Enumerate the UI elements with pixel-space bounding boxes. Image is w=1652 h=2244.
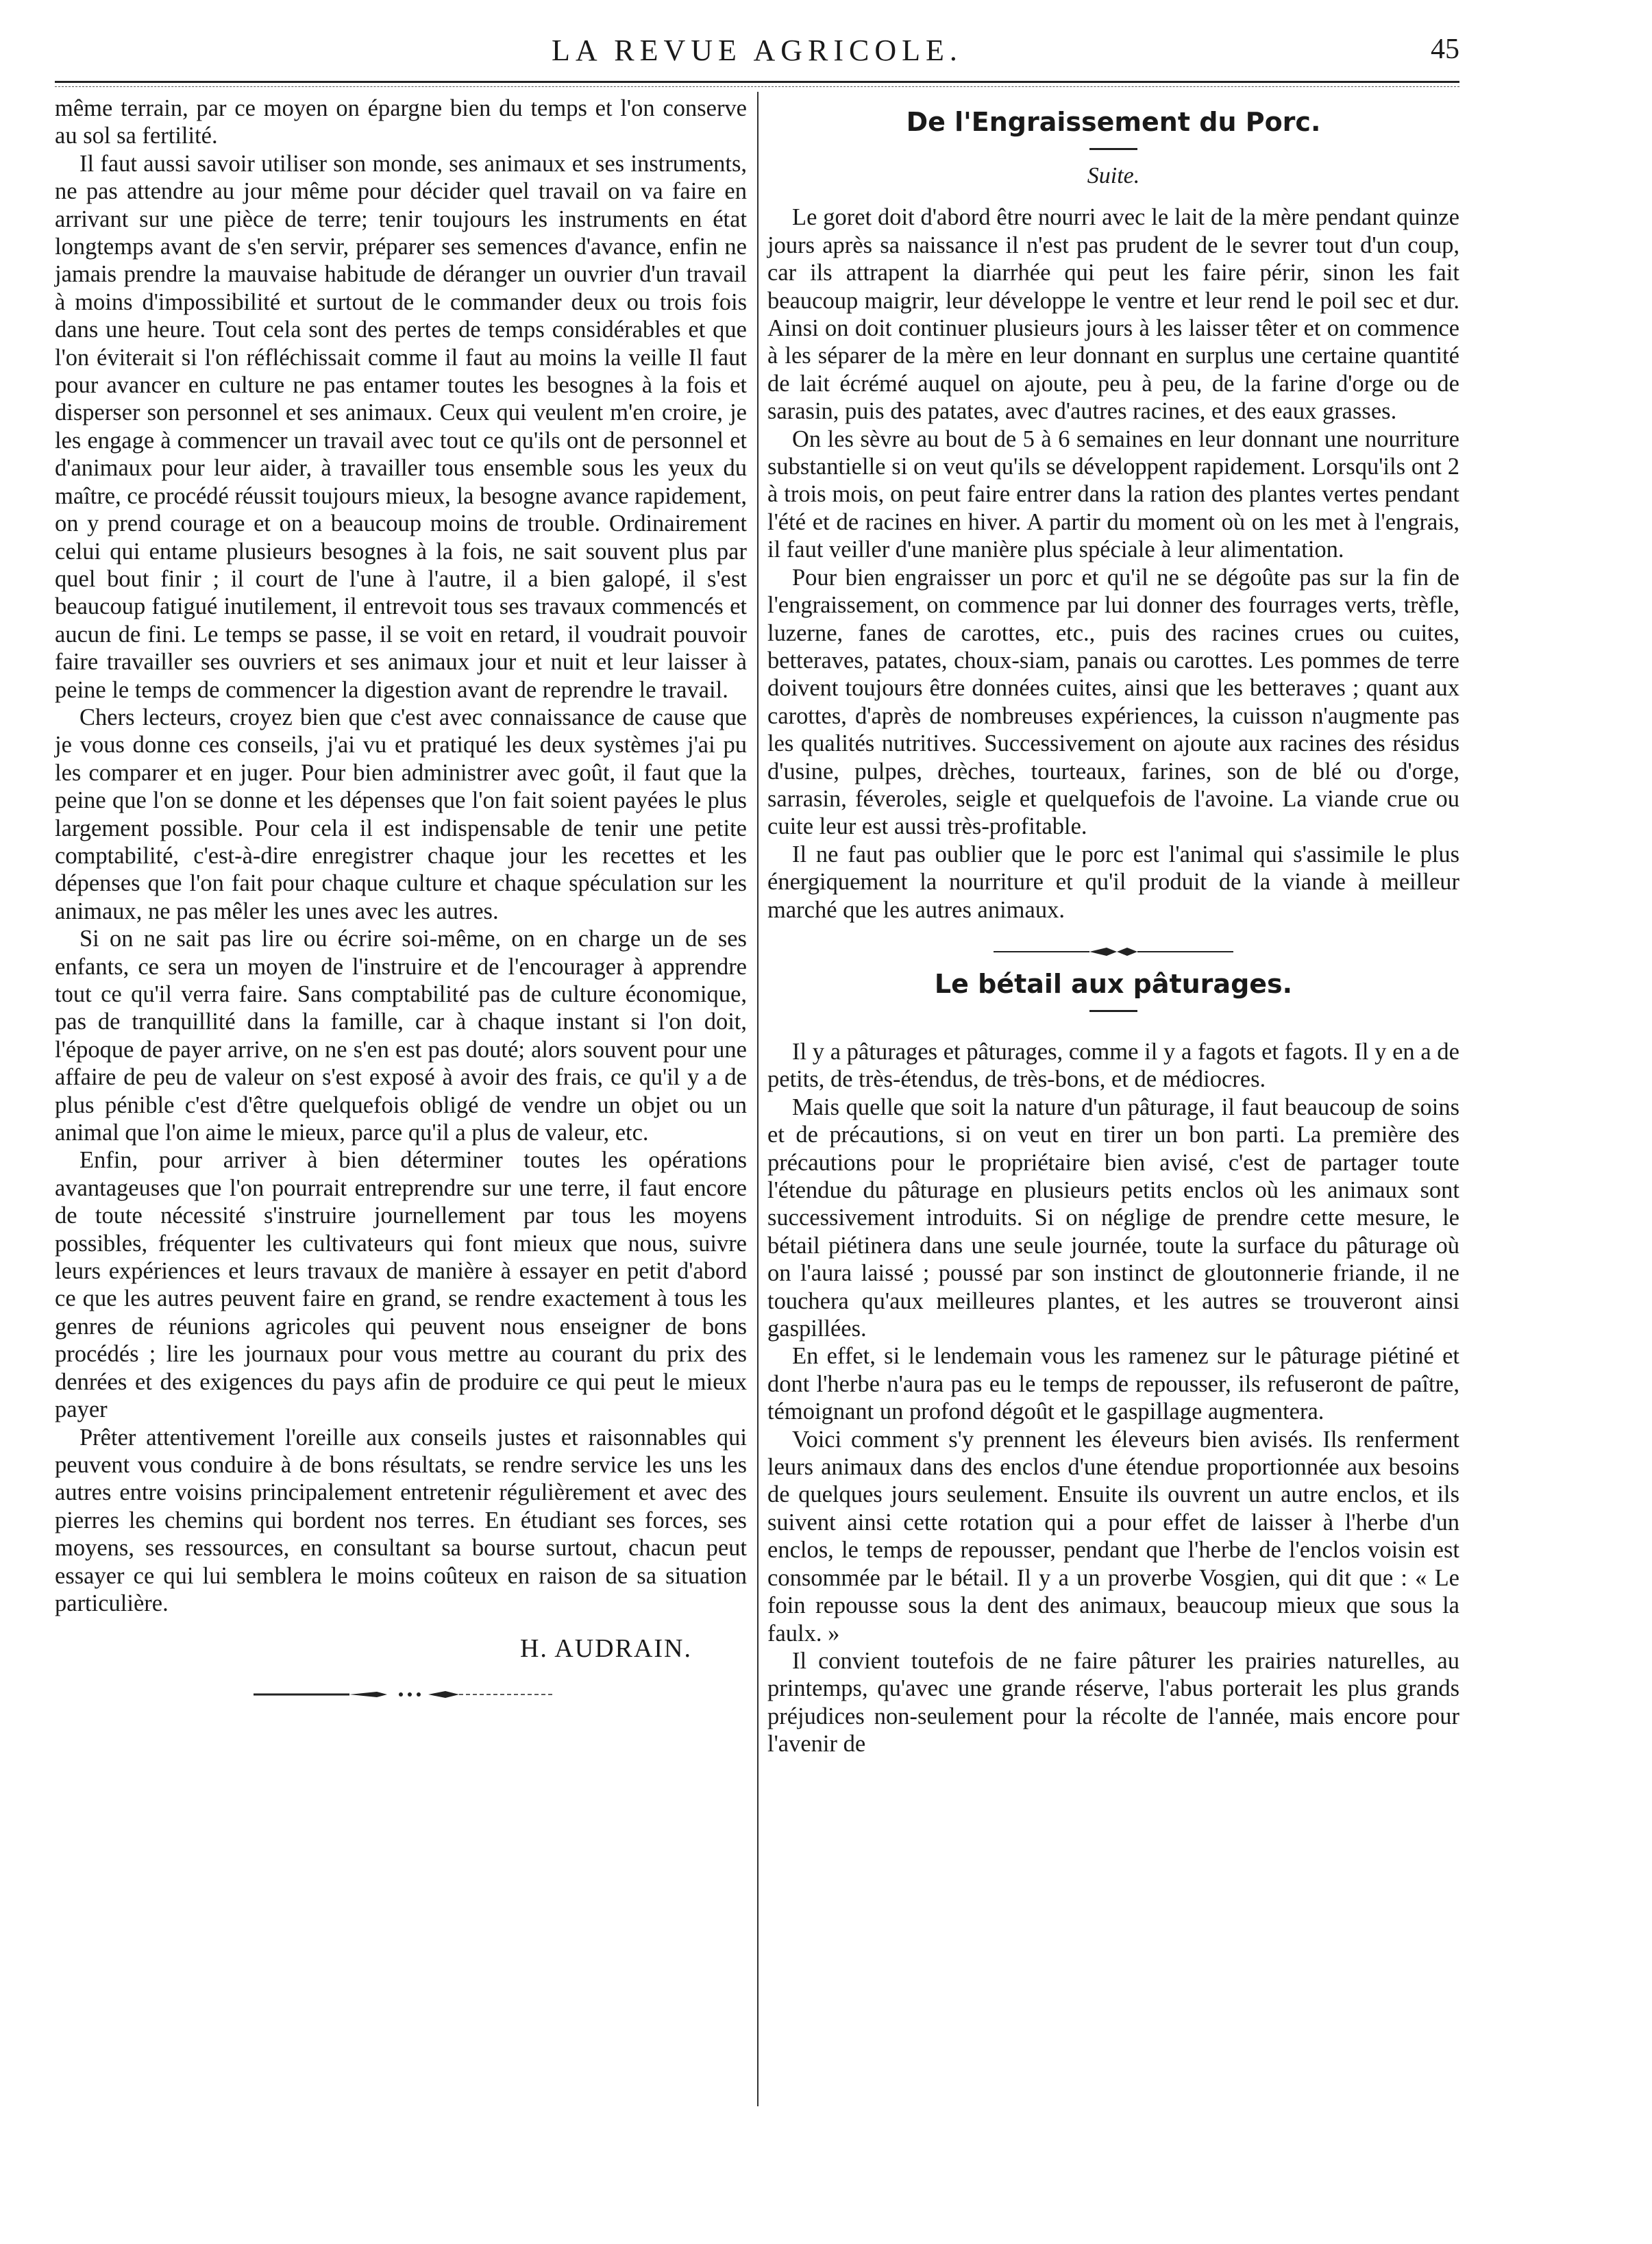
column-divider (757, 92, 759, 2106)
paragraph: En effet, si le lendemain vous les ramenez sur le pâturage piétiné et dont l'herbe n'aura pas eu le temps de repousser, ils refuseront de paître, témoignant un profond dégoût et le gaspillage augmentera. (767, 1343, 1459, 1425)
article-title: Le bétail aux pâturages. (934, 968, 1293, 999)
author-signature: H. AUDRAIN. (519, 1634, 692, 1664)
left-column (55, 95, 747, 1703)
paragraph: Il ne faut pas oublier que le porc est l'animal qui s'assimile le plus énergiquement la nourriture et qu'il produit de la viande à meilleur marché que les autres animaux. (767, 841, 1459, 923)
header-rule-dashed (55, 86, 1459, 87)
right-column (767, 95, 1459, 1758)
spacer (767, 1024, 1459, 1038)
paragraph: Enfin, pour arriver à bien déterminer toutes les opérations avantageuses que l'on pourrait entreprendre sur une terre, il faut encore de toute nécessité s'instruire journellement par tous les moyens possibles, fréquenter les cultivateurs qui font mieux que nous, suivre leurs expériences et leurs travaux de manière à essayer en petit d'abord ce que les autres peuvent faire en grand, se rendre exactement à tous les genres de réunions agricoles qui peuvent nous enseigner de bons procédés ; lire les journaux pour vous mettre au courant du prix des denrées et des exigences du pays afin de produire ce qui peut le mieux payer (55, 1147, 747, 1423)
paragraph: Il convient toutefois de ne faire pâturer les prairies naturelles, au printemps, qu'avec une grande réserve, l'abus porterait les plus grands préjudices non-seulement pour la récolte de l'année, mais encore pour l'avenir de (767, 1647, 1459, 1758)
page-header (55, 33, 1459, 74)
journal-title: LA REVUE AGRICOLE. (552, 34, 963, 67)
paragraph: Voici comment s'y prennent les éleveurs bien avisés. Ils renferment leurs animaux dans des enclos d'une étendue proportionnée aux besoins de quelques jours seulement. Ensuite ils ouvrent un autre enclos, et ils suivent ainsi cette rotation qui a pour effet de laisser à l'herbe d'un enclos, le temps de repousser, pendant que l'herbe de l'enclos voisin est consommée par le bétail. Il y a un proverbe Vosgien, qui dit que : « Le foin repousse sous la dent des animaux, beaucoup mieux que sous la faulx. » (767, 1426, 1459, 1647)
paragraph: même terrain, par ce moyen on épargne bien du temps et l'on conserve au sol sa fertilité. (55, 95, 747, 149)
header-rule (55, 81, 1459, 83)
paragraph: Pour bien engraisser un porc et qu'il ne se dégoûte pas sur la fin de l'engraissement, on commence par lui donner des fourrages verts, trèfle, luzerne, fanes de carottes, etc., puis des racines crues ou cuites, betteraves, patates, choux-siam, panais ou carottes. Les pommes de terre doivent toujours être données cuites, ainsi que les betteraves ; quant aux carottes, d'après de nombreuses expériences, la cuisson n'augmente pas les qualités nutritives. Successivement on ajoute aux racines des résidus d'usine, pulpes, drèches, tourteaux, farines, son de blé ou d'orge, sarrasin, féveroles, seigle et quelquefois de l'avoine. La viande crue ou cuite leur est aussi très-profitable. (767, 564, 1459, 840)
paragraph: Mais quelle que soit la nature d'un pâturage, il faut beaucoup de soins et de précautions, si on veut en tirer un bon parti. La première des précautions pour le propriétaire bien avisé, c'est de partager toute l'étendue du pâturage en plusieurs petits enclos où les animaux sont successivement introduits. Si on néglige de prendre cette mesure, le bétail piétinera dans une seule journée, toute la surface du pâturage où on l'aura laissé ; poussé par son instinct de gloutonnerie friande, il ne touchera qu'aux meilleures plantes, et les autres se trouveront ainsi gaspillées. (767, 1094, 1459, 1342)
ornament-divider (240, 1686, 562, 1703)
ornament-divider (952, 939, 1274, 955)
paragraph: Le goret doit d'abord être nourri avec le lait de la mère pendant quinze jours après sa naissance il n'est pas prudent de le sevrer tout d'un coup, car ils attrapent la diarrhée qui peut les faire périr, sinon les fait beaucoup maigrir, leur développe le ventre et leur rend le poil sec et dur. Ainsi on doit continuer plusieurs jours à les laisser têter et on commence à les séparer de la mère en leur donnant en surplus une certaine quantité de lait écrémé auquel on ajoute, peu à peu, de la farine d'orge ou de sarasin, puis des patates, avec d'autres racines, et des eaux grasses. (767, 204, 1459, 425)
paragraph: On les sèvre au bout de 5 à 6 semaines en leur donnant une nourriture substantielle si on veut qu'ils se développent rapidement. Lorsqu'ils ont 2 à trois mois, on peut faire entrer dans la ration des plantes vertes pendant l'été et de racines en hiver. A partir du moment où on les met à l'engrais, il faut veiller d'une manière plus spéciale à leur alimentation. (767, 426, 1459, 563)
article-title: De l'Engraissement du Porc. (906, 107, 1321, 137)
article-subtitle: Suite. (1087, 163, 1140, 188)
paragraph: Il faut aussi savoir utiliser son monde, ses animaux et ses instruments, ne pas attendre au jour même pour décider quel travail on va faire en arrivant sur une pièce de terre; tenir toujours les instruments en état longtemps avant de s'en servir, préparer ses semences d'avance, enfin ne jamais prendre la mauvaise habitude de déranger un ouvrier d'un travail à moins d'impossibilité et surtout de le commander deux ou trois fois dans une heure. Tout cela sont des pertes de temps considérables et que l'on éviterait si l'on réfléchissait comme il faut au moins la veille Il faut pour avancer en culture ne pas entamer toutes les besognes à la fois et disperser son personnel et ses animaux. Ceux qui veulent m'en croire, je les engage à commencer un travail avec tout ce qu'ils ont de personnel et d'animaux pour leur aider, à travailler tous ensemble sous les yeux du maître, ce procédé réussit toujours mieux, la besogne avance rapidement, on y prend courage et on a beaucoup moins de trouble. Ordinairement celui qui entame plusieurs besognes à la fois, ne sait souvent plus par quel bout finir ; il court de l'une à l'autre, il a bien galopé, il s'est beaucoup fatigué inutilement, il entrevoit tous ses travaux commencés et aucun de fini. Le temps se passe, il se voit en retard, il voudrait pouvoir faire travailler ses ouvriers et ses animaux jour et nuit et leur laisser à peine le temps de commencer la digestion avant de reprendre le travail. (55, 150, 747, 703)
title-rule (1089, 1010, 1137, 1012)
page-number: 45 (1431, 34, 1459, 65)
title-rule (1089, 148, 1137, 150)
paragraph: Chers lecteurs, croyez bien que c'est avec connaissance de cause que je vous donne ces conseils, j'ai vu et pratiqué les deux systèmes j'ai pu les comparer et en juger. Pour bien administrer avec goût, il faut que la peine que l'on se donne et les dépenses que l'on fait soient payées le plus largement possible. Pour cela il est indispensable de tenir une petite comptabilité, c'est-à-dire enregistrer chaque jour les recettes et les dépenses que l'on fait pour chaque culture et chaque spéculation sur les animaux, ne pas mêler les unes avec les autres. (55, 704, 747, 924)
paragraph: Il y a pâturages et pâturages, comme il y a fagots et fagots. Il y en a de petits, de très-étendus, de très-bons, et de médiocres. (767, 1038, 1459, 1093)
paragraph: Prêter attentivement l'oreille aux conseils justes et raisonnables qui peuvent vous conduire à de bons résultats, se rendre service les uns les autres entre voisins principalement entretenir régulièrement et avec des pierres les chemins qui bordent nos terres. En étudiant ses forces, ses moyens, ses ressources, en consultant sa bourse surtout, chacun peut essayer ce qui lui semblera le moins coûteux en raison de sa situation particulière. (55, 1424, 747, 1616)
paragraph: Si on ne sait pas lire ou écrire soi-même, on en charge un de ses enfants, ce sera un moyen de l'instruire et de l'encourager à apprendre tout ce qu'il verra faire. Sans comptabilité pas de culture économique, pas de tranquillité dans la famille, car à chaque instant si l'on doit, l'époque de payer arrive, on ne s'en est pas douté; alors souvent pour une affaire de peu de valeur on s'est exposé à avoir des frais, ce qu'il y a de plus pénible c'est d'être quelquefois obligé de vendre un objet ou un animal que l'on aime le mieux, parce qu'il a plus de valeur, etc. (55, 926, 747, 1146)
